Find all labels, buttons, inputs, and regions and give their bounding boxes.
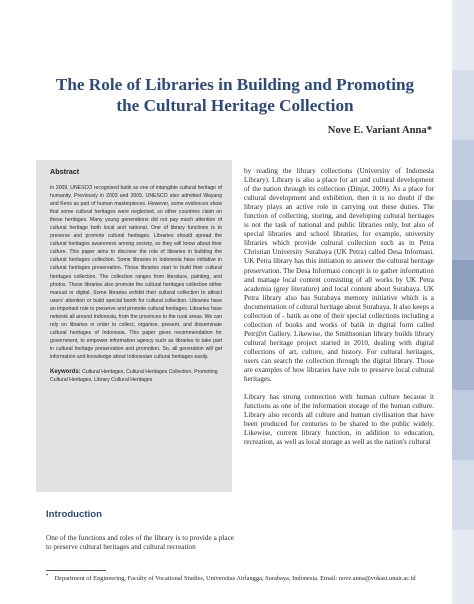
keywords-label: Keywords: bbox=[50, 369, 81, 376]
paper-title-line-1: The Role of Libraries in Building and Promoting bbox=[55, 75, 415, 94]
footnote-marker: * bbox=[46, 574, 49, 579]
keywords-text: Cultural Heritages, Cultural Heritages Collection, Promoting Cultural Heritages, Library Cultural Heritages bbox=[50, 369, 218, 384]
introduction-heading: Introduction bbox=[46, 509, 102, 520]
abstract-box bbox=[36, 160, 232, 492]
author-name: Nove E. Variant Anna* bbox=[327, 125, 432, 136]
keywords bbox=[50, 368, 222, 384]
footnote bbox=[46, 573, 431, 584]
right-column-paragraph-2: Library has strong connection with human culture because it functions as one of the information storage of the human culture. Library also records all culture and human civilisation that have been produced for centuries to be shared to the public widely. Likewise, current library function, in addition to education, recreation, as well as local storage as well as the nation's cultural bbox=[244, 393, 434, 447]
paper-title bbox=[40, 74, 430, 116]
footnote-divider bbox=[46, 570, 106, 571]
introduction-text: One of the functions and roles of the library is to provide a place to preserve cultural heritages and cultural recreation bbox=[46, 534, 234, 552]
right-column bbox=[244, 167, 434, 447]
decorative-side-stripes bbox=[452, 0, 474, 604]
footnote-text: Department of Engineering, Faculty of Vocational Studies, Universitas Airlangga, Surabaya, Indonesia. Email: nove.anna@vokasi.unair.ac.id bbox=[54, 575, 416, 583]
paper-title-line-2: the Cultural Heritage Collection bbox=[116, 96, 354, 115]
right-column-paragraph-1: by reading the library collections (University of Indonesia Library). Library is also a place for art and cultural development of the nation through its collection (Dinjat, 2009). As a place for cultural development and exhibition, then it is no doubt if the library plays an active role in carrying out these duties. The function of collecting, storing, and developing cultural heritages is not the task of national and public libraries only, but also of special libraries and school libraries, for example, university libraries which provide cultural collection such as in Petra Christian University Surabaya (UK Petra) called Desa Informasi. UK Petra library has this initiation to answer the cultural heritage preservation. The Desa Informasi concept is to gather information and manage local content consisting of all works by UK Petra academia (grey literature) and local content about Surabaya. UK Petra library also has Surabaya memory initiative which is a documentation of cultural heritage about Surabaya. It also keeps a collection of - batik as one of their special collections including a collection of books and works of batik in digital form called Petr@rt Gallery. Likewise, the Smithsonian library builds library cultural heritage project started in 2010, dealing with digital collections of art, culture, and history. For cultural heritages, users can search the collection through the digital library. Those are examples of how libraries have role to preserve local cultural heritages. bbox=[244, 167, 435, 384]
abstract-heading: Abstract bbox=[50, 167, 80, 176]
abstract-text: In 2009, UNESCO recognised batik as one of intangible cultural heritage of humanity. Previously in 2003 and 2005, UNESCO also admitted Wayang and Keris as part of human masterpieces. However, some evidences show that some cultural heritages were neglected, so other countries claim on these heritages. Many young generations did not pay much attention of cultural heritage both local and national. One of library functions is to preserve and promote cultural heritages. Libraries should spread the cultural heritages awareness among society, so they will know about their culture. This paper aims to discover the role of libraries in building the cultural heritages collection. Some libraries in Indonesia have initiative in cultural heritages preservation. Those libraries start to build their cultural heritages collection. The collection ranges from literature, painting, and photos. Those libraries also promote the cultural heritages collection either manual or digital. Some libraries exhibit their cultural collection to attract users' attention or build special booth for cultural collection. Libraries have an important role to preserve and promote cultural heritages. Libraries have network all around Indonesia, from the provinces to the rural areas. We can rely on libraries in order to collect, organise, present, and disseminate cultural heritages of Indonesia. This paper gives recommendation for government, to empower information agency such as libraries to take part in cultural heritage preservation and promotion. So, all generation will get information and knowledge about Indonesian cultural heritages easily. bbox=[50, 185, 222, 360]
